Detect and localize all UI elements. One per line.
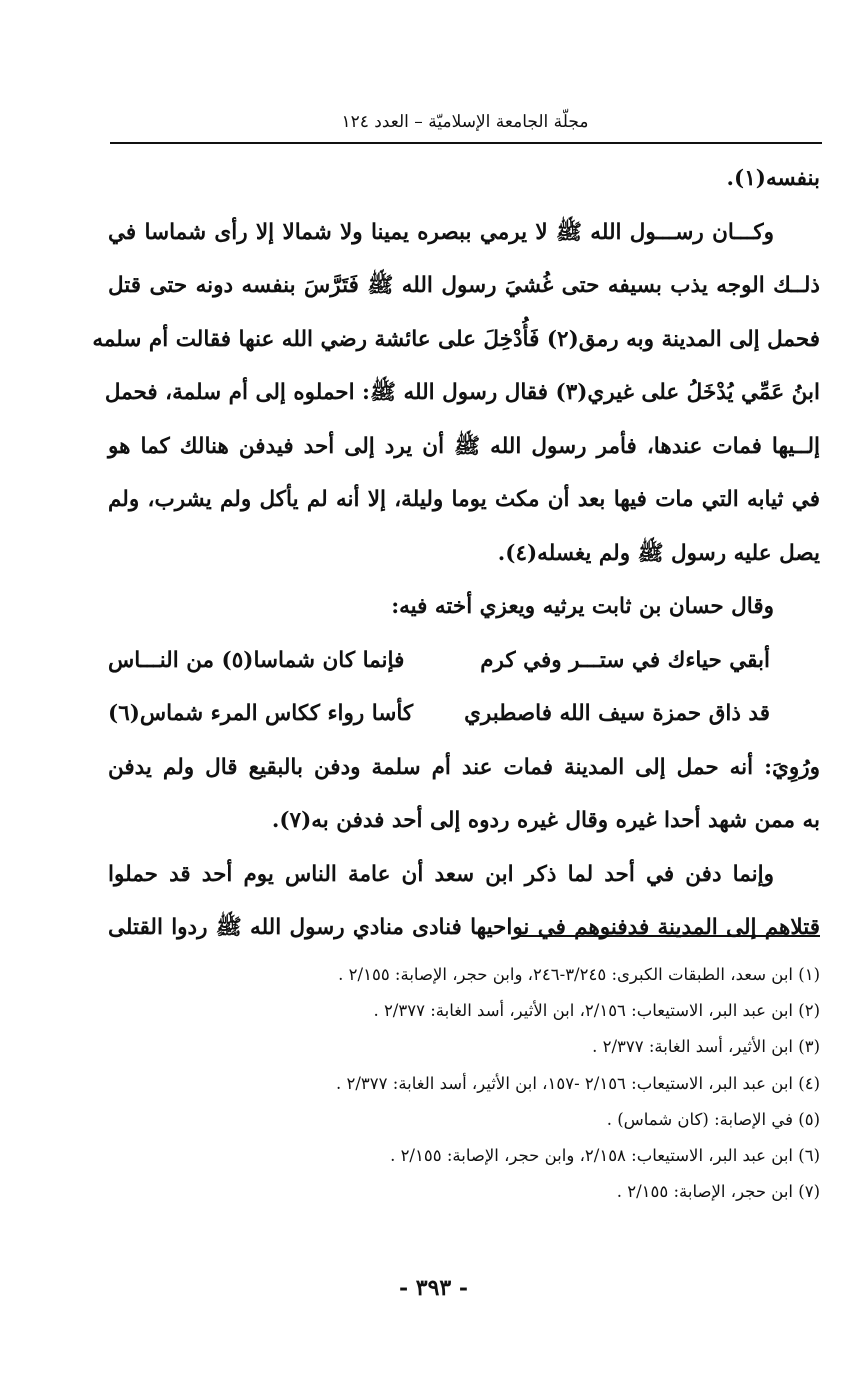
footnote: (٣) ابن الأثير، أسد الغابة: ٢/٣٧٧ . (592, 1037, 820, 1057)
poem-verse (108, 634, 820, 688)
text-line: بنفسه(١). (726, 166, 820, 191)
footnote-divider (520, 935, 820, 937)
text-line: ذلــك الوجه يذب بسيفه حتى غُشيَ رسول الله ﷺ فَتَرَّسَ بنفسه دونه حتى قتل (108, 273, 820, 298)
verse-first-hemistich: أبقي حياءك في ستـــر وفي كرم (480, 647, 770, 673)
footnote: (٢) ابن عبد البر، الاستيعاب: ٢/١٥٦، ابن الأثير، أسد الغابة: ٢/٣٧٧ . (373, 1001, 820, 1021)
footnote: (٥) في الإصابة: (كان شماس) . (606, 1109, 820, 1129)
footnote: (٦) ابن عبد البر، الاستيعاب: ٢/١٥٨، وابن حجر، الإصابة: ٢/١٥٥ . (390, 1145, 820, 1165)
text-line: وإنما دفن في أحد لما ذكر ابن سعد أن عامة الناس يوم أحد قد حملوا (108, 861, 774, 887)
text-line: وكـــان رســـول الله ﷺ لا يرمي ببصره يمينا ولا شمالا إلا رأى شماسا في (108, 219, 774, 245)
page-number: - ٣٩٣ - (398, 1275, 469, 1301)
running-header: مجلّة الجامعة الإسلاميّة – العدد ١٢٤ (341, 112, 589, 132)
verse-second-hemistich: كأسا رواء ككاس المرء شماس(٦) (108, 701, 414, 726)
text-line: ابنُ عَمِّي يُدْخَلُ على غيري(٣) فقال رسول الله ﷺ: احملوه إلى أم سلمة، فحمل (104, 380, 820, 405)
text-line: قتلاهم إلى المدينة فدفنوهم في نواحيها فنادى منادي رسول الله ﷺ ردوا القتلى (108, 915, 820, 940)
text-line: به ممن شهد أحدا غيره وقال غيره ردوه إلى أحد فدفن به(٧). (271, 808, 820, 833)
footnote: (٤) ابن عبد البر، الاستيعاب: ٢/١٥٦ -١٥٧، ابن الأثير، أسد الغابة: ٢/٣٧٧ . (336, 1073, 820, 1093)
text-line: ورُوِيَ: أنه حمل إلى المدينة فمات عند أم سلمة ودفن بالبقيع قال ولم يدفن (108, 754, 820, 780)
footnote: (٧) ابن حجر، الإصابة: ٢/١٥٥ . (616, 1182, 820, 1202)
verse-second-hemistich: فإنما كان شماسا(٥) من النـــاس (108, 647, 405, 673)
text-line: فحمل إلى المدينة وبه رمق(٢) فَأُدْخِلَ على عائشة رضي الله عنها فقالت أم سلمه (92, 326, 820, 352)
verse-first-hemistich: قد ذاق حمزة سيف الله فاصطبري (464, 701, 770, 726)
text-line: وقال حسان بن ثابت يرثيه ويعزي أخته فيه: (391, 594, 774, 619)
header-divider (110, 142, 822, 144)
footnotes (108, 957, 820, 1210)
text-line: في ثيابه التي مات فيها بعد أن مكث يوما وليلة، إلا أنه لم يأكل ولم يشرب، ولم (108, 487, 820, 512)
main-text (92, 152, 820, 955)
poem-verse (108, 687, 820, 741)
footnote: (١) ابن سعد، الطبقات الكبرى: ٣/٢٤٥-٢٤٦، وابن حجر، الإصابة: ٢/١٥٥ . (338, 965, 820, 984)
text-line: إلــيها فمات عندها، فأمر رسول الله ﷺ أن يرد إلى أحد فيدفن هنالك كما هو (108, 433, 820, 459)
text-line: يصل عليه رسول ﷺ ولم يغسله(٤). (497, 540, 820, 566)
